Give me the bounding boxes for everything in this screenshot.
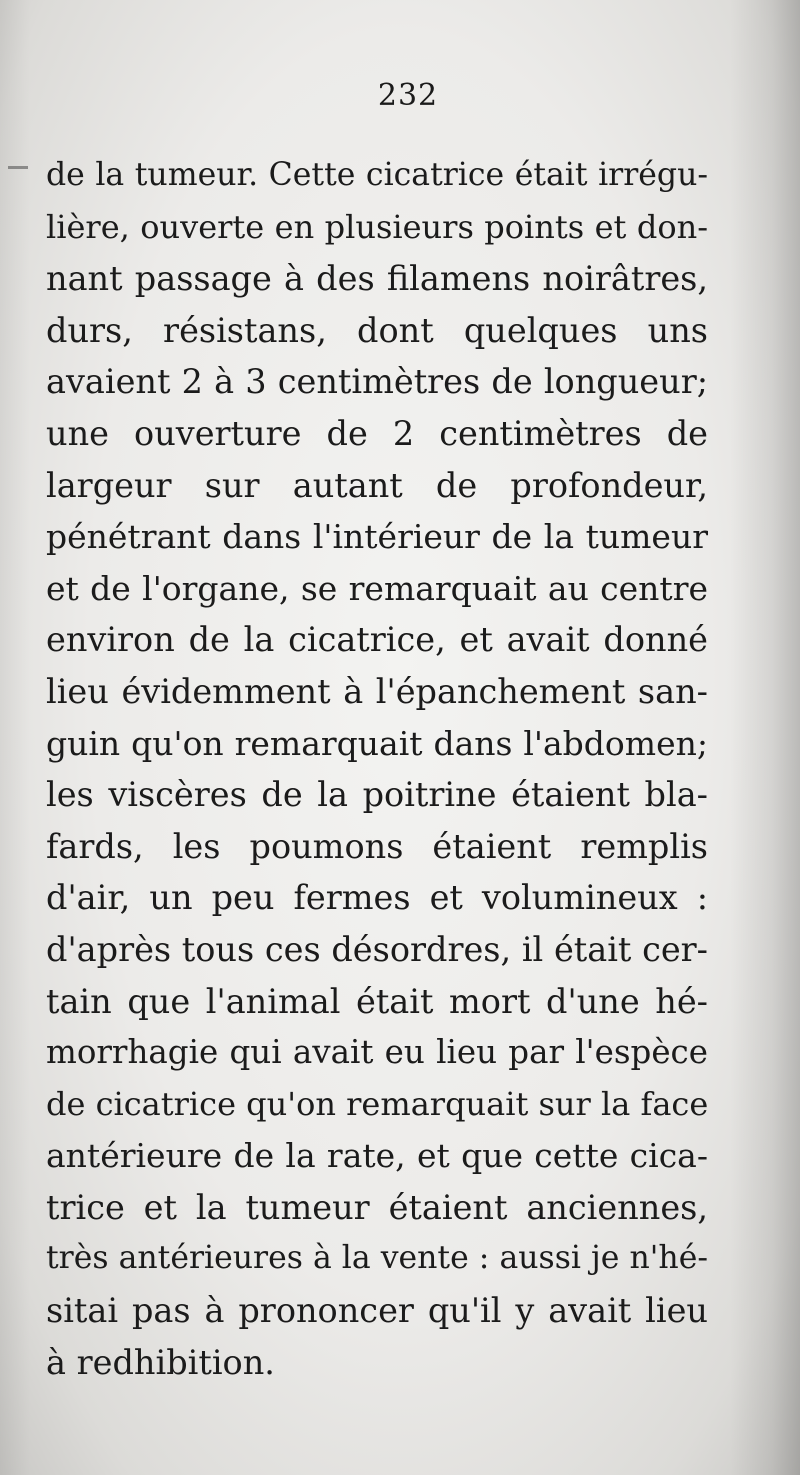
text-line: une ouverture de 2 centimètres de xyxy=(46,413,708,453)
text-line: nant passage à des filamens noirâtres, xyxy=(46,259,708,299)
text-line: lière, ouverte en plusieurs points et don- xyxy=(46,207,708,246)
text-line: et de l'organe, se remarquait au centre xyxy=(46,568,708,608)
text-line: morrhagie qui avait eu lieu par l'espèce xyxy=(46,1033,708,1072)
text-line: largeur sur autant de profondeur, xyxy=(46,465,708,505)
text-line-last: à redhibition. xyxy=(46,1342,275,1382)
text-line: guin qu'on remarquait dans l'abdomen; xyxy=(46,723,708,763)
text-line: tain que l'animal était mort d'une hé- xyxy=(46,981,708,1021)
page-edge-shadow-right xyxy=(730,0,800,1475)
text-line: durs, résistans, dont quelques uns xyxy=(46,310,708,350)
text-line: sitai pas à prononcer qu'il y avait lieu xyxy=(46,1291,708,1331)
text-line: lieu évidemment à l'épanchement san- xyxy=(46,671,708,711)
page-number: 232 xyxy=(377,78,439,113)
text-line: antérieure de la rate, et que cette cica- xyxy=(46,1136,708,1176)
text-line: trice et la tumeur étaient anciennes, xyxy=(46,1187,708,1227)
text-line: de la tumeur. Cette cicatrice était irrégu- xyxy=(46,157,708,193)
page-edge-shadow-left xyxy=(0,0,30,1475)
text-line: environ de la cicatrice, et avait donné xyxy=(46,620,708,660)
text-line: d'air, un peu fermes et volumineux : xyxy=(46,878,708,918)
margin-mark xyxy=(8,166,28,169)
text-line: les viscères de la poitrine étaient bla- xyxy=(46,775,708,815)
text-line: avaient 2 à 3 centimètres de longueur; xyxy=(46,362,708,402)
text-line: de cicatrice qu'on remarquait sur la face xyxy=(46,1084,708,1123)
text-line: fards, les poumons étaient remplis xyxy=(46,826,708,866)
text-line: pénétrant dans l'intérieur de la tumeur xyxy=(46,517,708,557)
body-text xyxy=(46,150,708,1388)
text-line: très antérieures à la vente : aussi je n'hé- xyxy=(46,1240,708,1277)
text-line: d'après tous ces désordres, il était cer- xyxy=(46,929,708,969)
